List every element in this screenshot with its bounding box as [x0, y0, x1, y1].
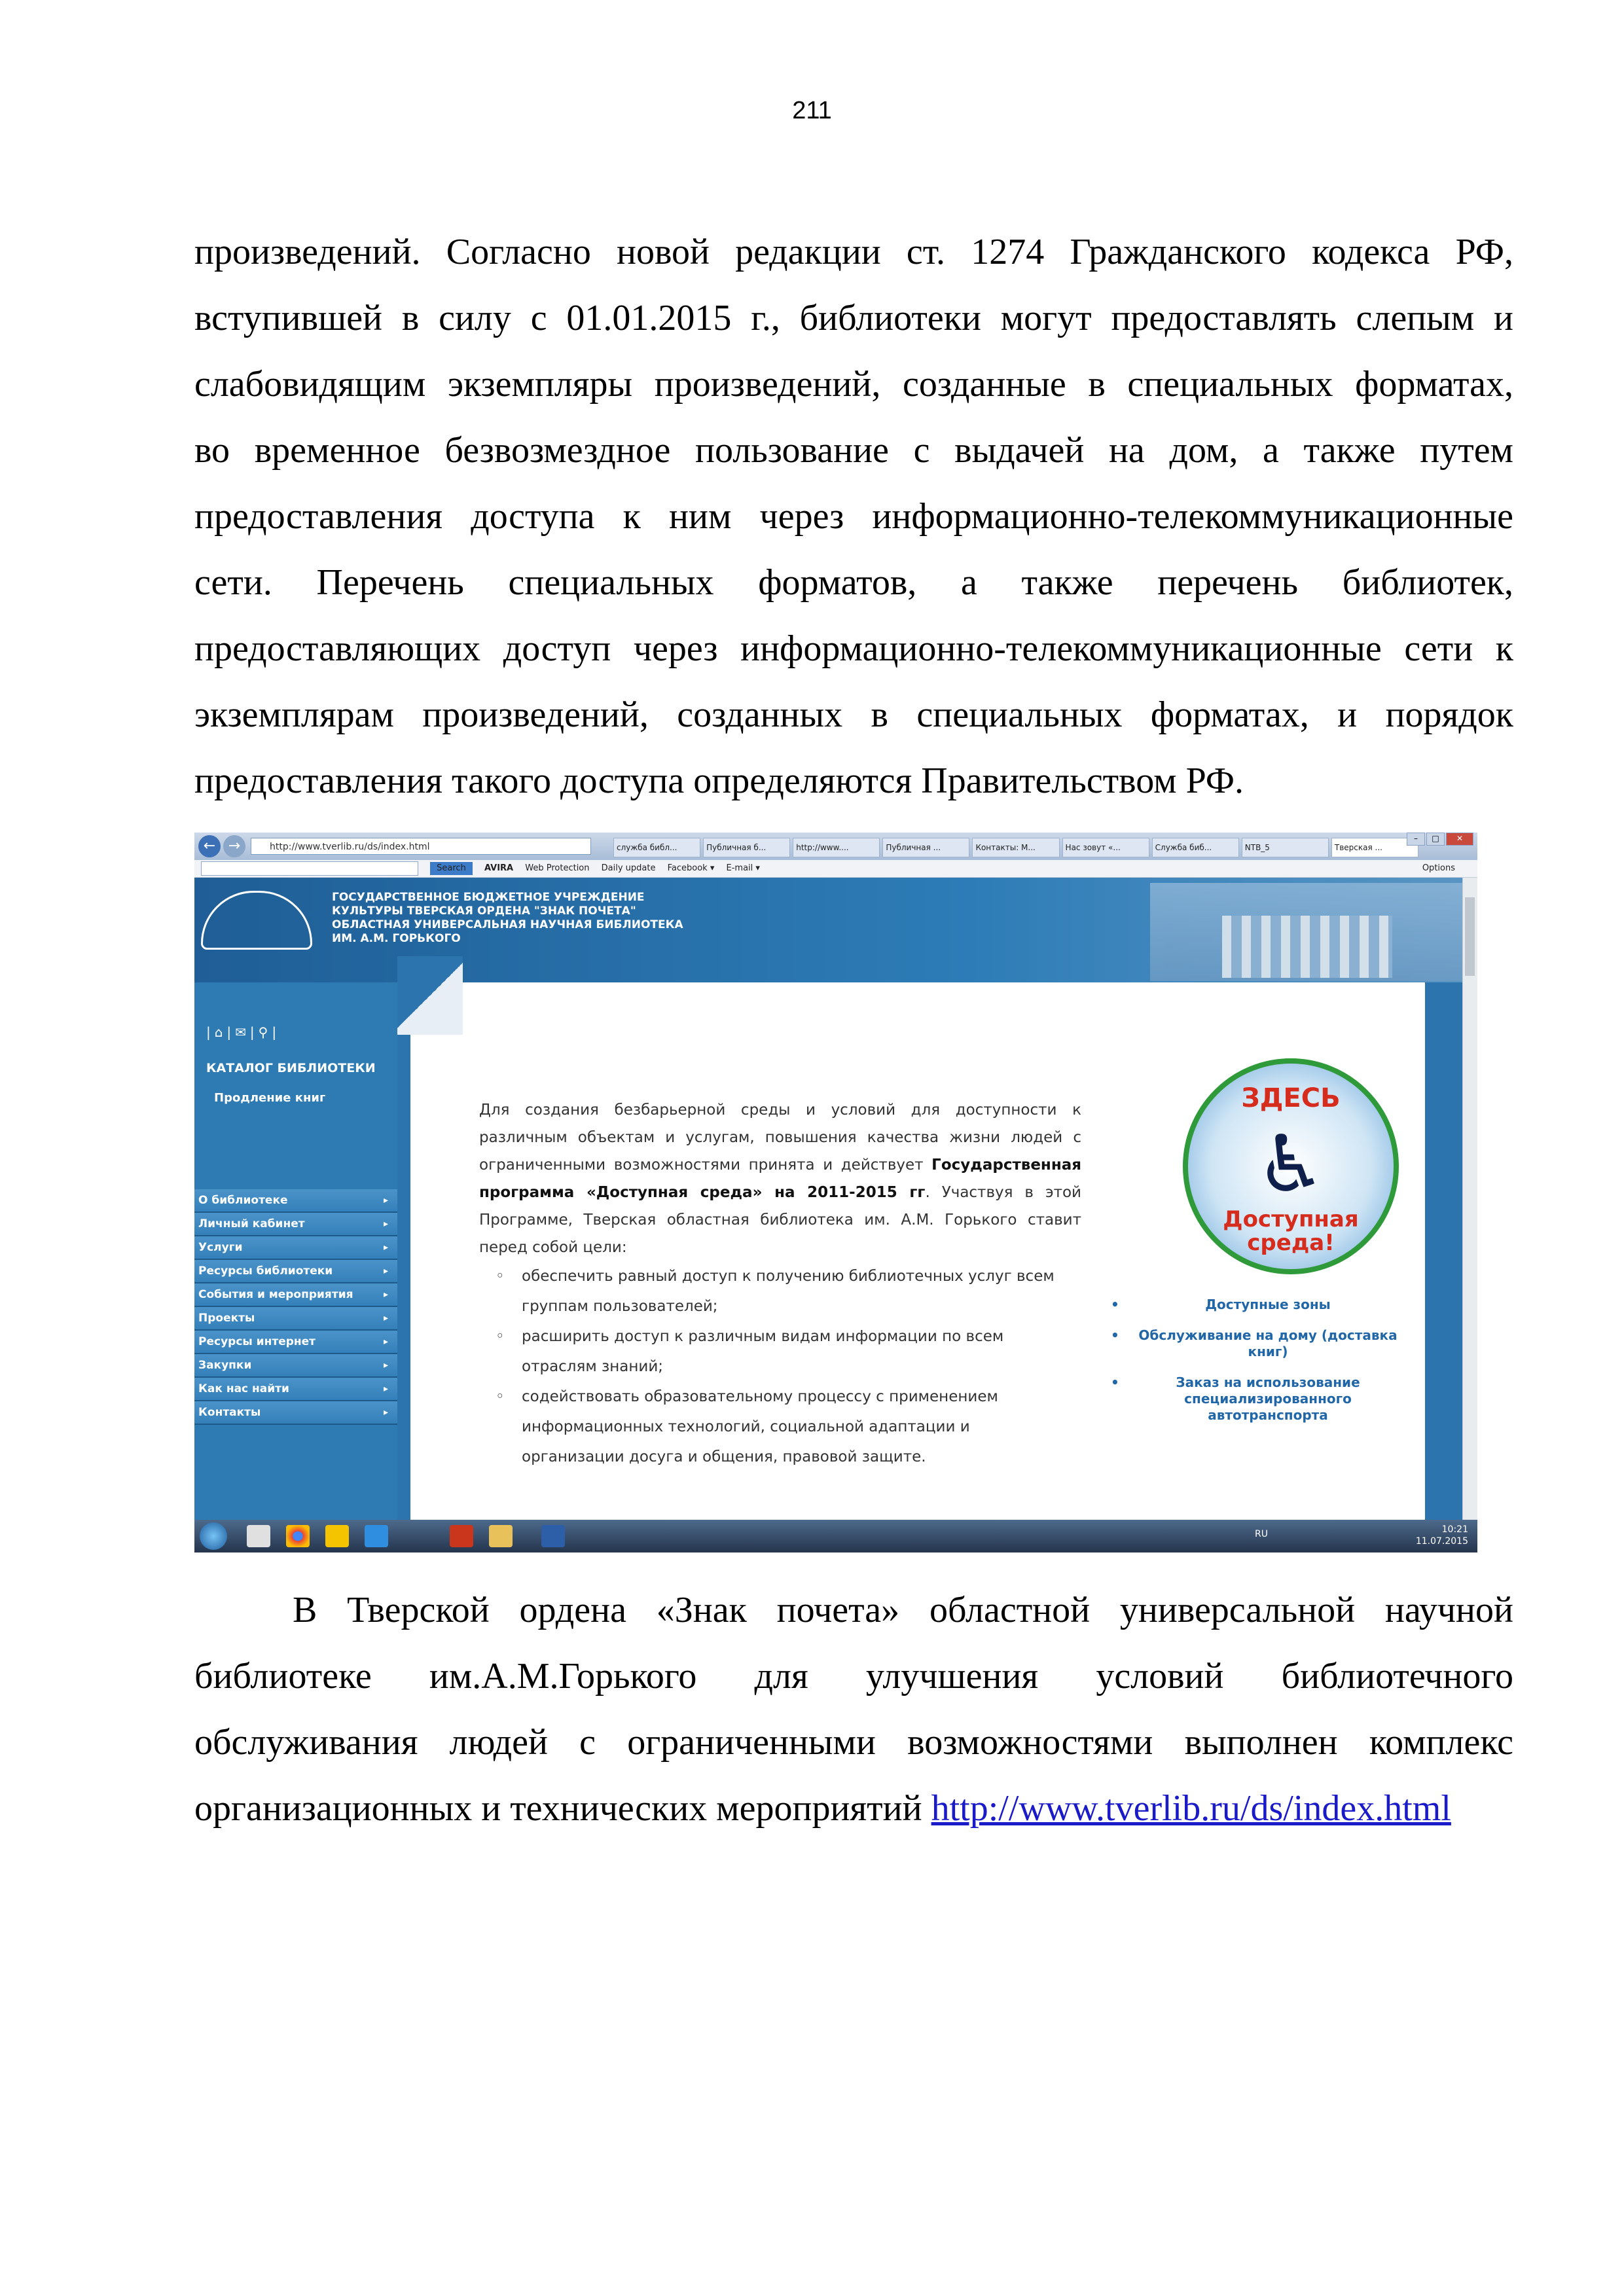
ie-icon[interactable]	[365, 1525, 388, 1547]
menu-item[interactable]: Ресурсы интернет ▸	[194, 1331, 397, 1354]
start-button-icon[interactable]	[200, 1522, 227, 1550]
menu-item[interactable]: Услуги ▸	[194, 1236, 397, 1260]
text-line: вступившей в силу с 01.01.2015 г., библиотеки могут предоставлять слепым и	[194, 298, 1513, 338]
intro-start: Для создания безбарьерной среды и условий для доступности к различным объектам и услугам, повышения качества жизни людей с ограниченными возможностями принята и действует	[479, 1102, 1081, 1174]
library-logo[interactable]	[201, 891, 312, 950]
library-website	[194, 878, 1477, 1520]
browser-tab[interactable]: http://www....	[793, 838, 880, 857]
text-line-start: организационных и технических мероприятий	[194, 1788, 922, 1829]
browser-tab[interactable]: Служба биб...	[1152, 838, 1239, 857]
text-line-with-link	[194, 1776, 1513, 1842]
browser-tab[interactable]: Публичная б...	[703, 838, 790, 857]
scrollbar-thumb[interactable]	[1465, 897, 1475, 976]
browser-tab[interactable]: Публичная ...	[882, 838, 969, 857]
text-line: сети. Перечень специальных форматов, а также перечень библиотек,	[194, 562, 1513, 603]
goals-list	[496, 1261, 1072, 1472]
options-button[interactable]: Options	[1422, 863, 1455, 873]
building-image	[1150, 883, 1464, 981]
text-line: произведений. Согласно новой редакции ст. 1274 Гражданского кодекса РФ,	[194, 232, 1513, 272]
toolbar-search-input[interactable]	[201, 861, 418, 876]
minimize-icon[interactable]: –	[1407, 833, 1425, 846]
page-curl-decoration	[397, 956, 463, 1035]
goal-item: ◦ расширить доступ к различным видам информации по всем отраслям знаний;	[496, 1321, 1072, 1382]
text-line: предоставления такого доступа определяются Правительством РФ.	[194, 761, 1244, 801]
menu-item[interactable]: Закупки ▸	[194, 1354, 397, 1378]
quick-icons[interactable]: |⌂|✉|⚲|	[206, 1024, 281, 1040]
close-icon[interactable]: ✕	[1446, 833, 1473, 846]
browser-tab[interactable]: NTB_5	[1242, 838, 1329, 857]
renew-books-link[interactable]: Продление книг	[214, 1091, 326, 1105]
paragraph-1	[194, 219, 1513, 814]
tverlib-link[interactable]: http://www.tverlib.ru/ds/index.html	[931, 1788, 1451, 1829]
text-line: слабовидящим экземпляры произведений, созданные в специальных форматах,	[194, 364, 1513, 404]
menu-item[interactable]: Личный кабинет ▸	[194, 1213, 397, 1236]
content-area	[410, 982, 1425, 1520]
folder-icon[interactable]	[489, 1525, 513, 1547]
back-icon[interactable]: ←	[198, 835, 221, 857]
address-bar[interactable]: http://www.tverlib.ru/ds/index.html	[251, 838, 591, 855]
text-line: во временное безвозмездное пользование с выдачей на дом, а также путем	[194, 430, 1513, 471]
tray-date: 11.07.2015	[1415, 1536, 1468, 1547]
tab-strip	[613, 838, 1418, 857]
goal-item: ◦ обеспечить равный доступ к получению библиотечных услуг всем группам пользователей;	[496, 1261, 1072, 1321]
program-name: Государственная программа «Доступная среда» на 2011-2015 гг	[479, 1157, 1082, 1201]
text-line: экземплярам произведений, созданных в специальных форматах, и порядок	[194, 694, 1513, 735]
badge-bottom-text: Доступная среда!	[1223, 1206, 1359, 1256]
web-protection-button[interactable]: Web Protection	[525, 863, 590, 873]
text-line: предоставляющих доступ через информационно-телекоммуникационные сети к	[194, 628, 1513, 669]
avira-label[interactable]: AVIRA	[484, 863, 514, 873]
link-home-service[interactable]: • Обслуживание на дому (доставка книг)	[1130, 1327, 1405, 1360]
text-line: обслуживания людей с ограниченными возможностями выполнен комплекс	[194, 1722, 1513, 1763]
tray-language[interactable]: RU	[1255, 1529, 1268, 1539]
menu-item[interactable]: Как нас найти ▸	[194, 1378, 397, 1401]
facebook-button[interactable]: Facebook ▾	[667, 863, 715, 873]
menu-item[interactable]: О библиотеке ▸	[194, 1189, 397, 1213]
menu-item[interactable]: Ресурсы библиотеки ▸	[194, 1260, 397, 1283]
taskbar	[194, 1520, 1477, 1552]
text-line: В Тверской ордена «Знак почета» областной универсальной научной	[293, 1590, 1513, 1630]
maximize-icon[interactable]: □	[1426, 833, 1445, 846]
email-button[interactable]: E-mail ▾	[726, 863, 760, 873]
browser-titlebar	[194, 833, 1477, 860]
browser-tab[interactable]: служба библ...	[613, 838, 700, 857]
site-header	[194, 878, 1477, 982]
accessible-environment-badge	[1183, 1058, 1399, 1274]
paragraph-2	[194, 1577, 1513, 1842]
chrome-icon[interactable]	[286, 1525, 310, 1547]
browser-toolbar	[194, 860, 1477, 878]
wheelchair-icon: ♿	[1255, 1119, 1326, 1210]
intro-end: . Участвуя в этой Программе, Тверская областная библиотека им. А.М. Горького ставит перед собой цели:	[479, 1184, 1081, 1256]
link-accessible-zones[interactable]: • Доступные зоны	[1130, 1297, 1405, 1313]
toolbar-search-button[interactable]: Search	[430, 862, 473, 875]
media-player-icon[interactable]	[247, 1525, 270, 1547]
forward-icon[interactable]: →	[223, 835, 245, 857]
menu-item[interactable]: Проекты ▸	[194, 1307, 397, 1331]
building-columns	[1222, 916, 1392, 978]
app-icon[interactable]	[325, 1525, 349, 1547]
sidebar-menu	[194, 1189, 397, 1425]
intro-text	[479, 1096, 1081, 1261]
browser-tab-active[interactable]: Тверская ...	[1331, 838, 1418, 857]
browser-tab[interactable]: Контакты: М...	[972, 838, 1059, 857]
badge-top-text: ЗДЕСЬ	[1241, 1083, 1341, 1113]
menu-item[interactable]: Контакты ▸	[194, 1401, 397, 1425]
catalog-link[interactable]: КАТАЛОГ БИБЛИОТЕКИ	[206, 1061, 376, 1075]
text-line: библиотеке им.А.М.Горького для улучшения условий библиотечного	[194, 1656, 1513, 1696]
embedded-screenshot	[194, 833, 1477, 1552]
scrollbar[interactable]	[1462, 878, 1477, 1520]
word-icon[interactable]	[541, 1525, 565, 1547]
right-links	[1130, 1297, 1405, 1438]
menu-item[interactable]: События и мероприятия ▸	[194, 1283, 397, 1307]
link-transport-order[interactable]: • Заказ на использование специализированного автотранспорта	[1130, 1374, 1405, 1424]
app-icon[interactable]	[450, 1525, 473, 1547]
daily-update-button[interactable]: Daily update	[601, 863, 656, 873]
left-sidebar	[194, 982, 397, 1520]
goal-item: ◦ содействовать образовательному процессу с применением информационных технологий, социальной адаптации и организации досуга и общения, правовой защите.	[496, 1382, 1072, 1472]
text-line: предоставления доступа к ним через информационно-телекоммуникационные	[194, 496, 1513, 537]
org-name: ГОСУДАРСТВЕННОЕ БЮДЖЕТНОЕ УЧРЕЖДЕНИЕ КУЛЬТУРЫ ТВЕРСКАЯ ОРДЕНА "ЗНАК ПОЧЕТА" ОБЛАСТНАЯ УНИВЕРСАЛЬНАЯ НАУЧНАЯ БИБЛИОТЕКА ИМ. А.М. ГОРЬКОГО	[332, 891, 683, 945]
page-number: 211	[792, 97, 832, 124]
tray-clock[interactable]	[1416, 1524, 1468, 1547]
browser-tab[interactable]: Нас зовут «...	[1062, 838, 1149, 857]
window-controls	[1407, 833, 1473, 846]
tray-time: 10:21	[1441, 1524, 1468, 1535]
